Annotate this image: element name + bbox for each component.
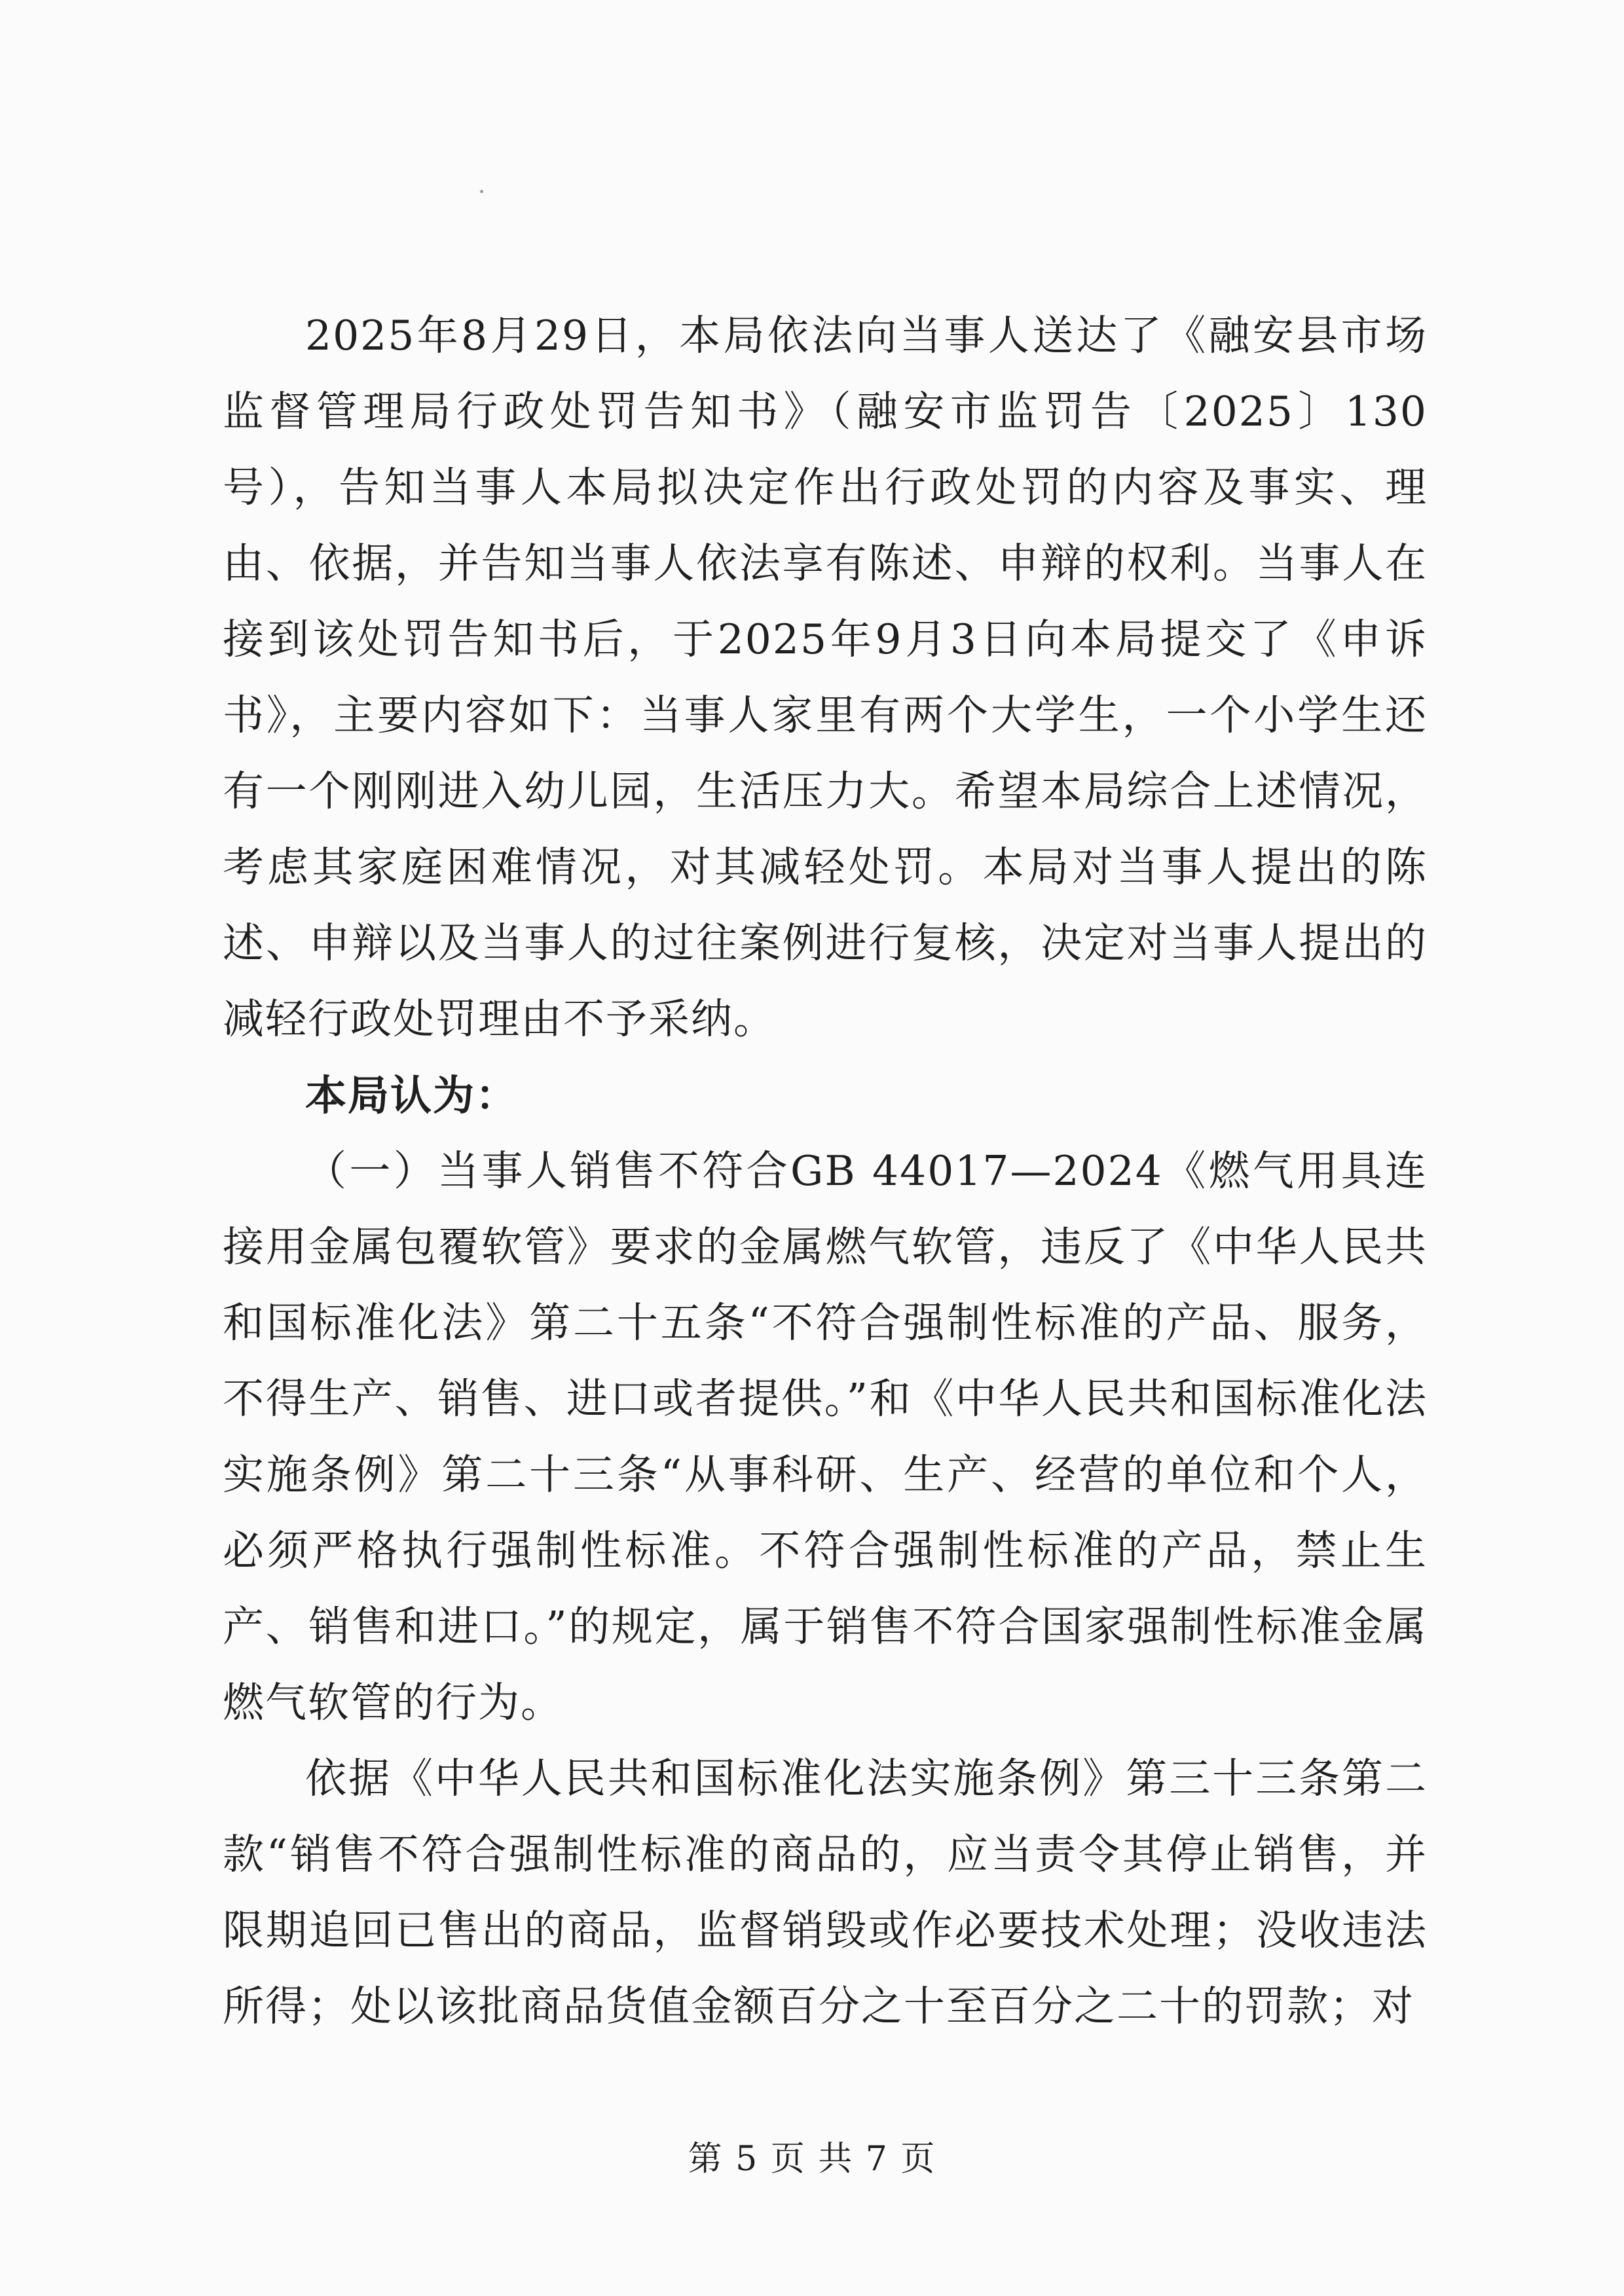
paragraph-violation-finding: （一）当事人销售不符合GB 44017—2024《燃气用具连接用金属包覆软管》要求的金属燃气软管，违反了《中华人民共和国标准化法》第二十五条“不符合强制性标准的产品、服务，不得生产、销售、进口或者提供。”和《中华人民共和国标准化法实施条例》第二十三条“从事科研、生产、经营的单位和个人，必须严格执行强制性标准。不符合强制性标准的产品，禁止生产、销售和进口。”的规定，属于销售不符合国家强制性标准金属燃气软管的行为。 (223, 1147, 1428, 1726)
paragraph-heading-bureau-opinion: 本局认为： (305, 1071, 518, 1120)
body-text (223, 298, 1428, 2045)
scan-speck (480, 190, 483, 193)
page-number-footer: 第 5 页 共 7 页 (688, 2140, 936, 2179)
paragraph-statement-review: 2025年8月29日，本局依法向当事人送达了《融安县市场监督管理局行政处罚告知书》（融安市监罚告〔2025〕130号），告知当事人本局拟决定作出行政处罚的内容及事实、理由、依据，并告知当事人依法享有陈述、申辩的权利。当事人在接到该处罚告知书后，于2025年9月3日向本局提交了《申诉书》，主要内容如下：当事人家里有两个大学生，一个小学生还有一个刚刚进入幼儿园，生活压力大。希望本局综合上述情况，考虑其家庭困难情况，对其减轻处罚。本局对当事人提出的陈述、申辩以及当事人的过往案例进行复核，决定对当事人提出的减轻行政处罚理由不予采纳。 (223, 312, 1428, 1043)
paragraph-legal-basis: 依据《中华人民共和国标准化法实施条例》第三十三条第二款“销售不符合强制性标准的商品的，应当责令其停止销售，并限期追回已售出的商品，监督销毁或作必要技术处理；没收违法所得；处以该批商品货值金额百分之十至百分之二十的罚款；对 (223, 1755, 1428, 2030)
